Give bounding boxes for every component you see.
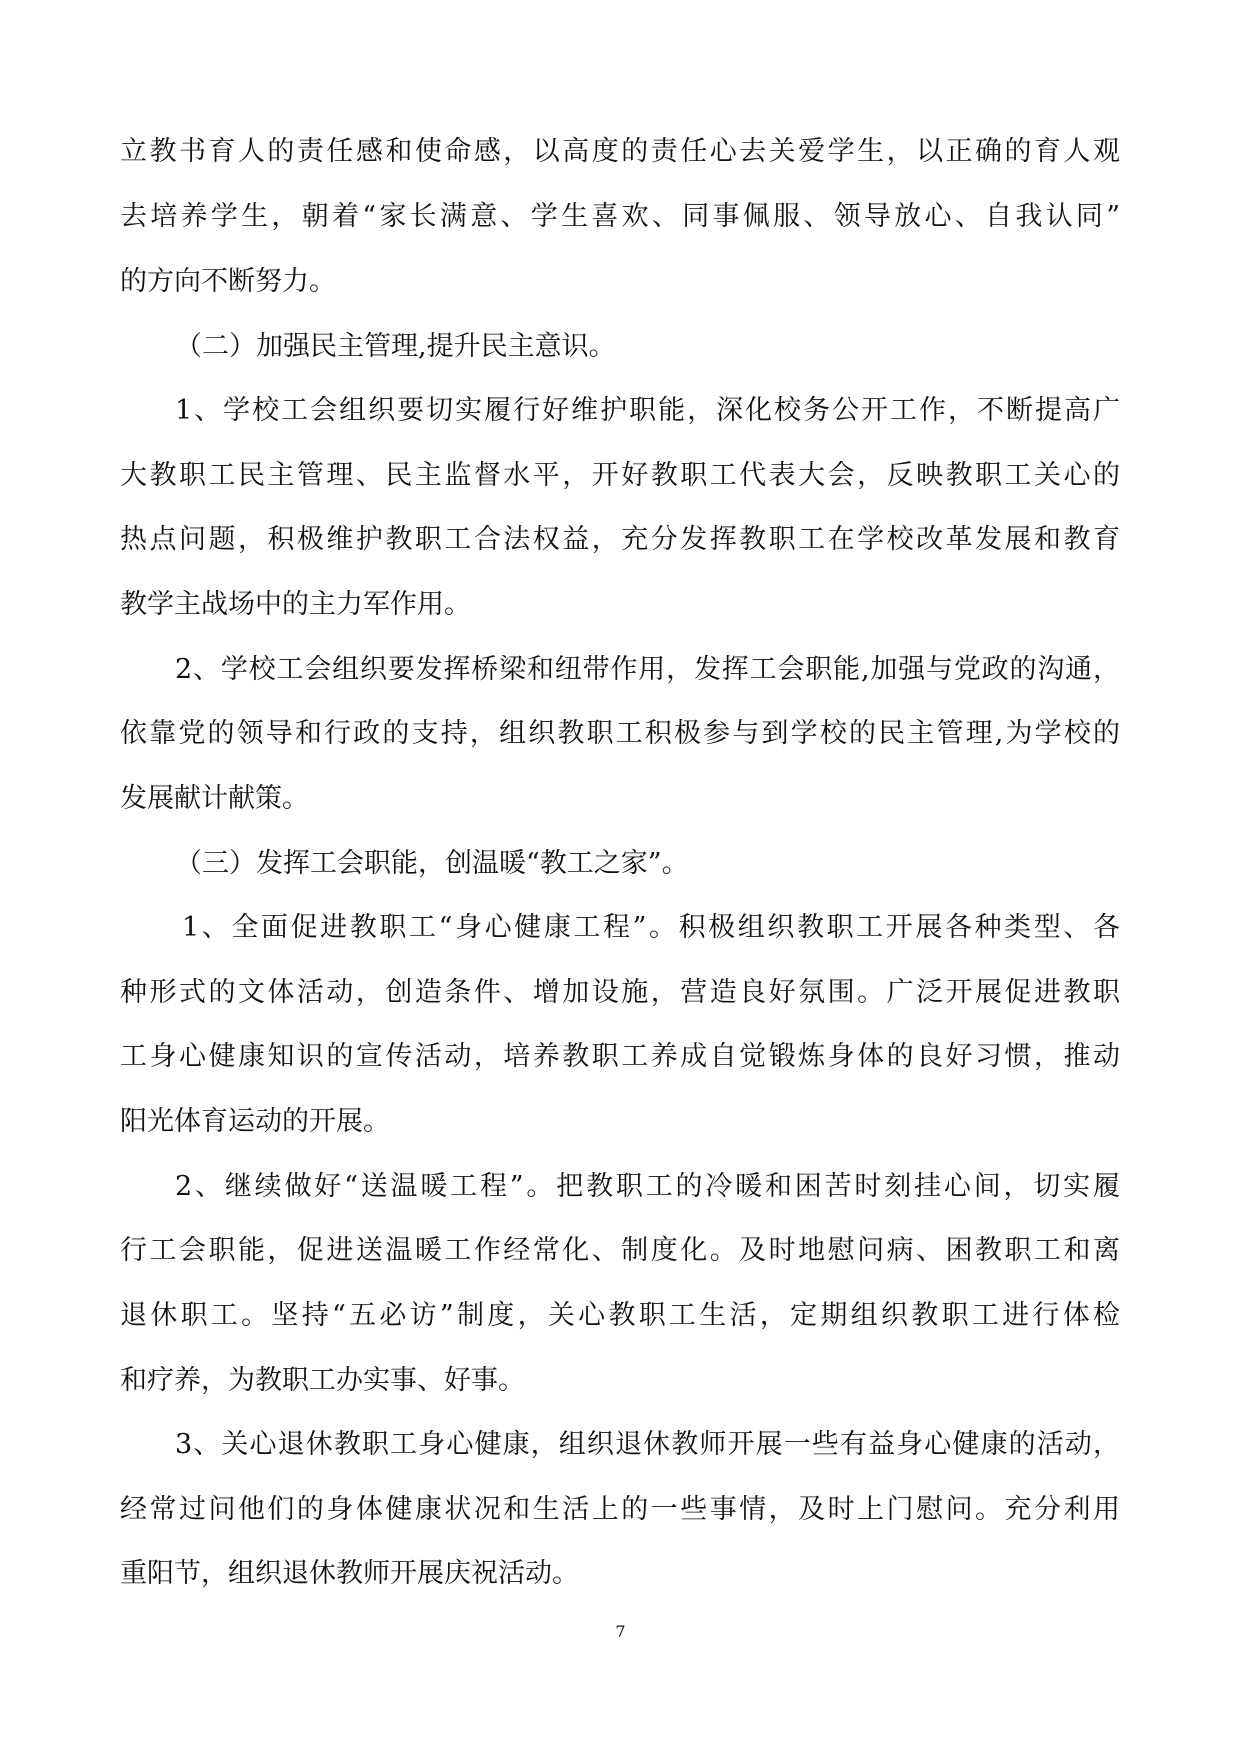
body-text-line: 依靠党的领导和行政的支持，组织教职工积极参与到学校的民主管理,为学校的 <box>120 718 1120 749</box>
body-text-line: 行工会职能，促进送温暖工作经常化、制度化。及时地慰问病、困教职工和离 <box>120 1235 1120 1266</box>
body-text-line: 立教书育人的责任感和使命感，以高度的责任心去关爱学生，以正确的育人观 <box>120 136 1120 167</box>
body-text-line: 2、学校工会组织要发挥桥梁和纽带作用，发挥工会职能,加强与党政的沟通， <box>175 654 1120 685</box>
body-text-line: 的方向不断努力。 <box>120 266 336 297</box>
body-text-line: 发展献计献策。 <box>120 783 309 814</box>
body-text-line: 热点问题，积极维护教职工合法权益，充分发挥教职工在学校改革发展和教育 <box>120 524 1120 555</box>
body-text-line: 退休职工。坚持“五必访”制度，关心教职工生活，定期组织教职工进行体检 <box>120 1300 1120 1331</box>
body-text-line: 和疗养，为教职工办实事、好事。 <box>120 1365 525 1396</box>
page-number: 7 <box>615 1622 626 1641</box>
body-text-line: 2、继续做好“送温暖工程”。把教职工的冷暖和困苦时刻挂心间，切实履 <box>175 1171 1120 1202</box>
section-heading: （二）加强民主管理,提升民主意识。 <box>175 331 616 362</box>
body-text-line: 去培养学生，朝着“家长满意、学生喜欢、同事佩服、领导放心、自我认同” <box>120 201 1120 232</box>
section-heading: （三）发挥工会职能，创温暖“教工之家”。 <box>175 848 689 879</box>
body-text-line: 1、学校工会组织要切实履行好维护职能，深化校务公开工作，不断提高广 <box>175 395 1120 426</box>
body-text-line: 经常过问他们的身体健康状况和生活上的一些事情，及时上门慰问。充分利用 <box>120 1494 1120 1525</box>
body-text-line: 3、关心退休教职工身心健康，组织退休教师开展一些有益身心健康的活动， <box>175 1429 1120 1460</box>
body-text-line: 种形式的文体活动，创造条件、增加设施，营造良好氛围。广泛开展促进教职 <box>120 977 1120 1008</box>
body-text-line: 1、全面促进教职工“身心健康工程”。积极组织教职工开展各种类型、各 <box>182 912 1120 943</box>
body-text-line: 大教职工民主管理、民主监督水平，开好教职工代表大会，反映教职工关心的 <box>120 460 1120 491</box>
body-text-line: 阳光体育运动的开展。 <box>120 1106 390 1137</box>
body-text-line: 教学主战场中的主力军作用。 <box>120 589 471 620</box>
body-text-line: 工身心健康知识的宣传活动，培养教职工养成自觉锻炼身体的良好习惯，推动 <box>120 1041 1120 1072</box>
body-text-line: 重阳节，组织退休教师开展庆祝活动。 <box>120 1558 579 1589</box>
